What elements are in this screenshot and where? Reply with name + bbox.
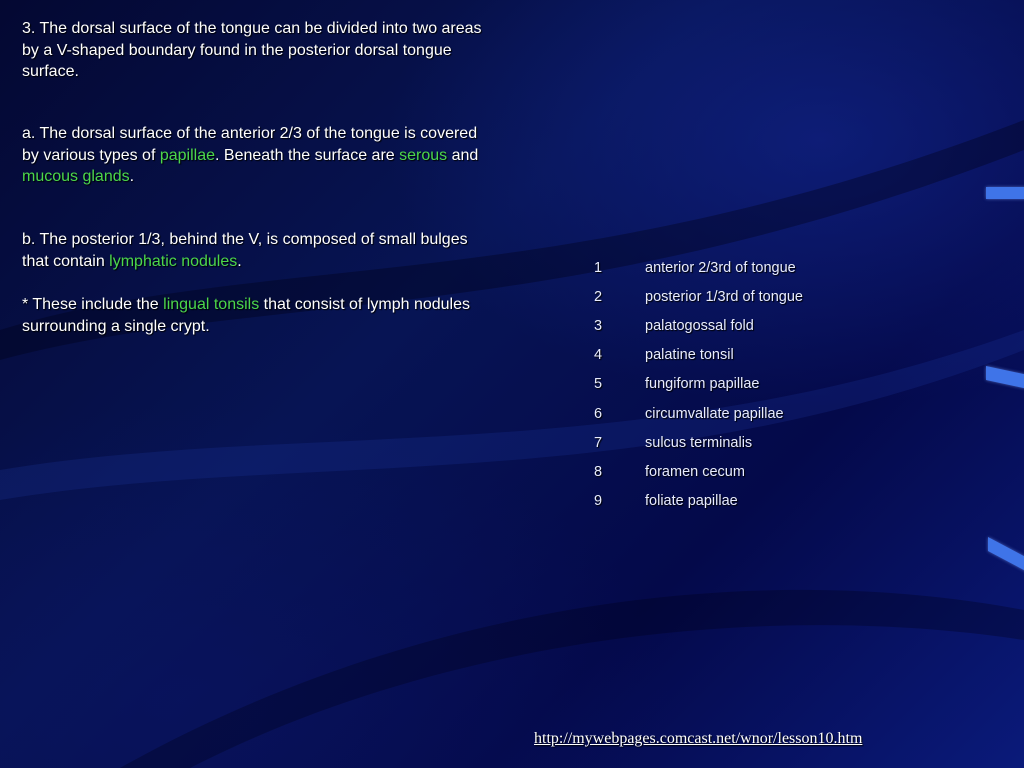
legend-item xyxy=(594,341,934,370)
paragraph-text: and xyxy=(447,146,479,164)
legend-number: 9 xyxy=(594,493,603,510)
legend-label: palatine tonsil xyxy=(645,347,734,364)
legend-item xyxy=(594,311,934,340)
legend-label: sulcus terminalis xyxy=(645,434,753,451)
paragraph-dorsal-surface xyxy=(22,18,492,83)
legend-number: 6 xyxy=(594,405,603,422)
legend-item xyxy=(594,370,934,399)
paragraph-text: b. The posterior 1/3, behind the V, is composed of small bulges that contain xyxy=(22,231,468,270)
paragraph-text: 3. The dorsal surface of the tongue can be divided into two areas by a V-shaped boundary found in the posterior dorsal tongue surface. xyxy=(22,20,482,80)
legend-item xyxy=(594,282,934,311)
legend-item xyxy=(594,253,934,282)
paragraph-text: . Beneath the surface are xyxy=(215,146,400,164)
numbered-legend xyxy=(594,253,934,516)
legend-item xyxy=(594,457,934,486)
accent-bar-top xyxy=(986,187,1024,199)
legend-label: circumvallate papillae xyxy=(645,405,784,422)
legend-label: fungiform papillae xyxy=(645,376,760,393)
highlight-mucous-glands: mucous glands xyxy=(22,168,130,185)
paragraph-anterior xyxy=(22,123,492,188)
paragraph-text: . xyxy=(237,252,242,270)
legend-item xyxy=(594,428,934,457)
legend-number: 7 xyxy=(594,434,603,451)
legend-label: posterior 1/3rd of tongue xyxy=(645,288,803,305)
legend-number: 4 xyxy=(594,347,603,364)
paragraph-text: a. The dorsal surface of the anterior 2/3 of the tongue is covered by various types of xyxy=(22,125,478,164)
paragraph-lingual-tonsils xyxy=(22,294,492,337)
legend-number: 3 xyxy=(594,317,603,334)
legend-label: foliate papillae xyxy=(645,493,738,510)
legend-number: 1 xyxy=(594,259,603,276)
legend-label: palatogossal fold xyxy=(645,317,754,334)
highlight-papillae: papillae xyxy=(159,146,215,164)
highlight-serous: serous xyxy=(399,146,448,164)
legend-label: foramen cecum xyxy=(645,463,745,480)
legend-label: anterior 2/3rd of tongue xyxy=(645,259,796,276)
highlight-lymphatic-nodules: lymphatic nodules xyxy=(109,252,238,270)
legend-number: 5 xyxy=(594,376,603,393)
legend-item xyxy=(594,487,934,516)
source-link[interactable]: http://mywebpages.comcast.net/wnor/lesson10.htm xyxy=(534,730,863,747)
paragraph-text: that consist of lymph nodules surrounding a single crypt. xyxy=(22,296,470,335)
legend-item xyxy=(594,399,934,428)
paragraph-posterior xyxy=(22,229,492,272)
legend-number: 2 xyxy=(594,288,603,305)
highlight-lingual-tonsils: lingual tonsils xyxy=(163,296,260,313)
legend-number: 8 xyxy=(594,463,603,480)
paragraph-text: . xyxy=(129,168,135,185)
paragraph-text: * These include the xyxy=(22,296,164,313)
